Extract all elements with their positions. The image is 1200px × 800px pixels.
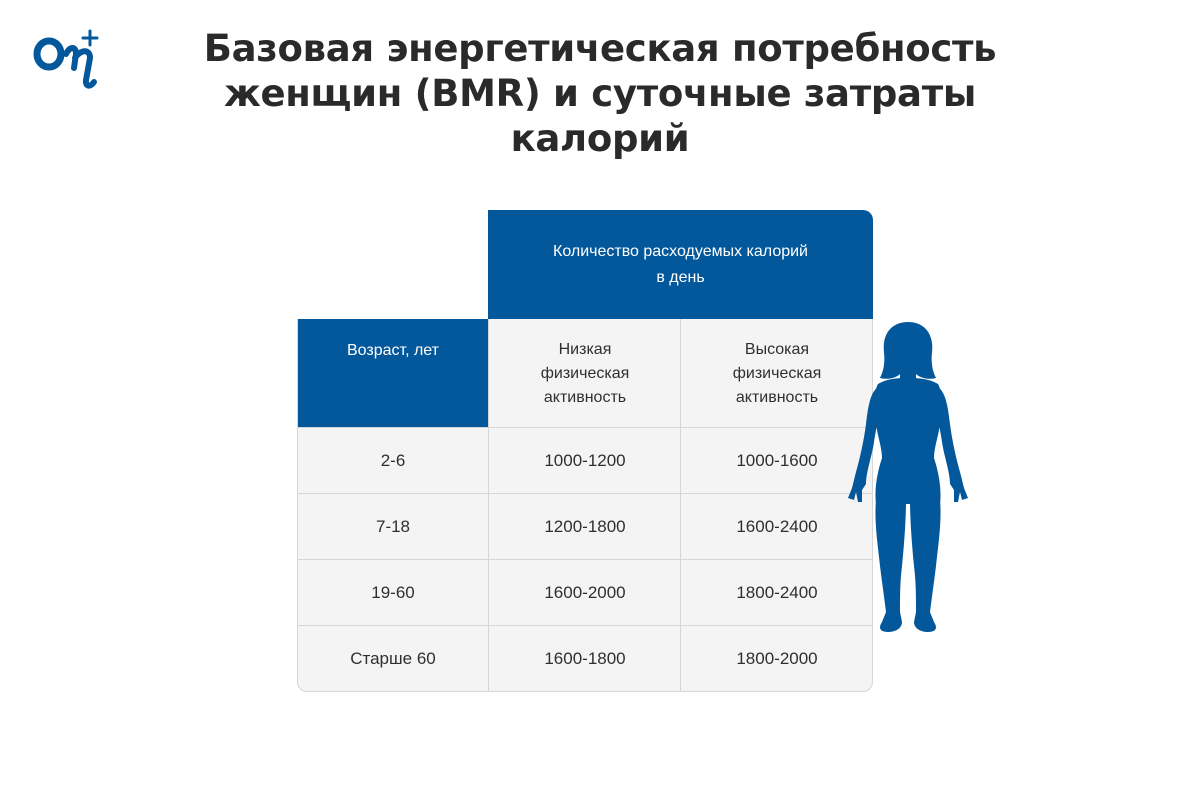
row-divider (297, 493, 873, 494)
low-activity-cell: 1600-1800 (489, 626, 681, 692)
row-divider (297, 625, 873, 626)
age-cell: 2-6 (297, 428, 489, 494)
row-divider (297, 559, 873, 560)
high-activity-cell: 1800-2000 (681, 626, 873, 692)
high-activity-cell: 1800-2400 (681, 560, 873, 626)
column-divider (488, 319, 489, 692)
age-cell: 19-60 (297, 560, 489, 626)
age-column-header: Возраст, лет (297, 319, 489, 428)
low-activity-cell: 1000-1200 (489, 428, 681, 494)
high-activity-cell: 1000-1600 (681, 428, 873, 494)
low-activity-header: Низкая физическая активность (489, 319, 681, 428)
row-divider (297, 427, 873, 428)
low-activity-cell: 1200-1800 (489, 494, 681, 560)
column-divider (680, 319, 681, 692)
high-activity-cell: 1600-2400 (681, 494, 873, 560)
female-silhouette-icon (842, 320, 968, 636)
page-title: Базовая энергетическая потребность женщин (BMR) и суточные затраты калорий (203, 27, 997, 160)
age-cell: Старше 60 (297, 626, 489, 692)
calories-group-header: Количество расходуемых калорий в день (488, 210, 873, 319)
age-cell: 7-18 (297, 494, 489, 560)
low-activity-cell: 1600-2000 (489, 560, 681, 626)
brand-logo-icon (32, 28, 104, 94)
high-activity-header: Высокая физическая активность (681, 319, 873, 428)
